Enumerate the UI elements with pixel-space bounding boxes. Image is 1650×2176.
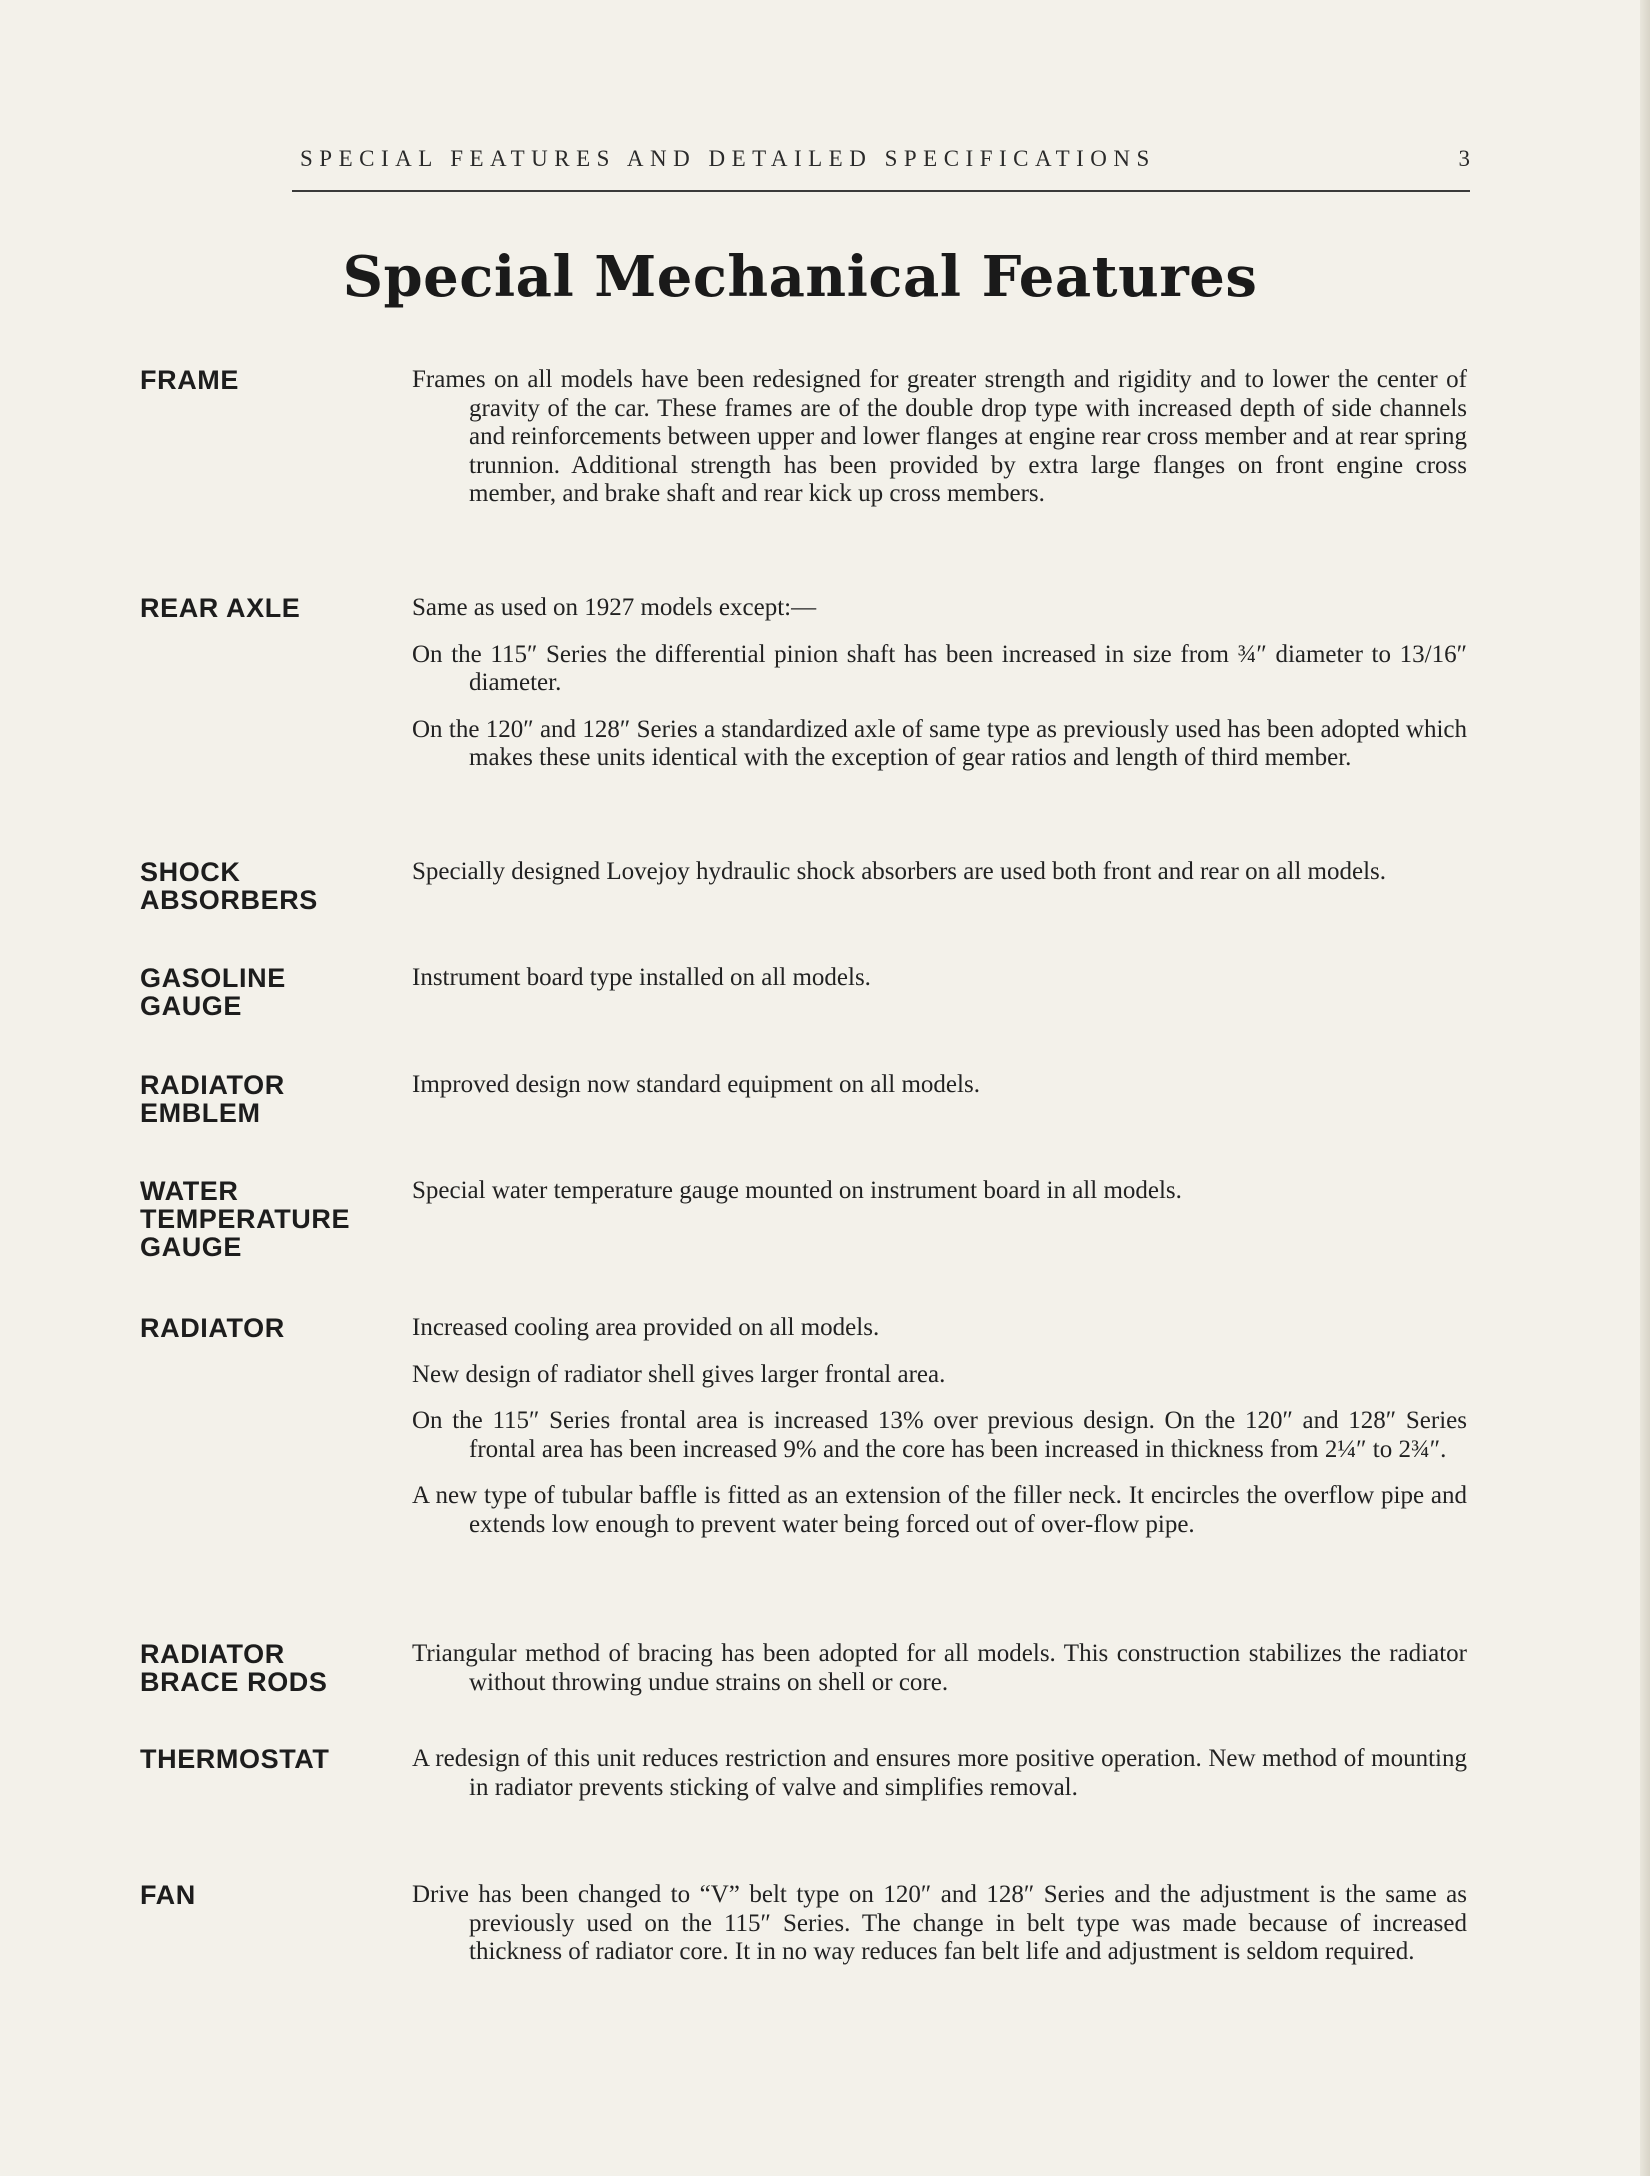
section-paragraph: Same as used on 1927 models except:—: [412, 594, 817, 621]
section-label-line: GAUGE: [140, 991, 243, 1021]
section-body: [412, 366, 1467, 509]
section-paragraph: A new type of tubular baffle is fitted as an extension of the filler neck. It encircles the overflow pipe and extends low enough to prevent water being forced out of over-flow pipe.: [412, 1482, 1467, 1538]
section-paragraph: On the 115″ Series frontal area is increased 13% over previous design. On the 120″ and 128″ Series frontal area has been increased 9% and the core has been increased in thickness from 2¼″ to 2¾″.: [412, 1407, 1467, 1463]
section-label-line: FAN: [140, 1880, 196, 1910]
section-label-line: REAR AXLE: [140, 593, 301, 623]
section-label: [140, 1640, 400, 1696]
section-label: [140, 964, 400, 1020]
section-label: [140, 1071, 400, 1127]
section-label: [140, 858, 400, 914]
section-label-line: RADIATOR: [140, 1313, 285, 1343]
section-label-line: TEMPERATURE: [140, 1204, 351, 1234]
section-paragraph: Instrument board type installed on all models.: [412, 964, 871, 991]
section-label-line: FRAME: [140, 365, 239, 395]
section-label-line: ABSORBERS: [140, 885, 318, 915]
section-paragraph: Improved design now standard equipment on all models.: [412, 1071, 980, 1098]
section-label: [140, 366, 400, 394]
section-label-line: RADIATOR: [140, 1639, 285, 1669]
section-label-line: GASOLINE: [140, 963, 286, 993]
section-paragraph: On the 115″ Series the differential pinion shaft has been increased in size from ¾″ diameter to 13/16″ diameter.: [412, 640, 1467, 696]
section-paragraph: On the 120″ and 128″ Series a standardized axle of same type as previously used has been adopted which makes these units identical with the exception of gear ratios and length of third member.: [412, 715, 1467, 771]
section-paragraph: Triangular method of bracing has been adopted for all models. This construction stabilizes the radiator without throwing undue strains on shell or core.: [412, 1640, 1467, 1696]
running-header: [292, 140, 1470, 192]
running-title: SPECIAL FEATURES AND DETAILED SPECIFICATIONS: [300, 146, 1156, 171]
section-body: [412, 1881, 1467, 1967]
section-paragraph: Frames on all models have been redesigned for greater strength and rigidity and to lower the center of gravity of the car. These frames are of the double drop type with increased depth of side channels and reinforcements between upper and lower flanges at engine rear cross member and at rear spring trunnion. Additional strength has been provided by extra large flanges on front engine cross member, and brake shaft and rear kick up cross members.: [412, 366, 1467, 507]
section-body: [412, 858, 1467, 887]
page-edge: [1640, 0, 1650, 2176]
section-label: [140, 1177, 400, 1261]
section-label: [140, 1881, 400, 1909]
section-label: [140, 1314, 400, 1342]
section-label-line: BRACE RODS: [140, 1667, 328, 1697]
section-label: [140, 1745, 400, 1773]
section-body: [412, 1314, 1467, 1539]
section-body: [412, 964, 1467, 993]
section-label-line: THERMOSTAT: [140, 1744, 330, 1774]
section-body: [412, 1745, 1467, 1802]
section-label-line: RADIATOR: [140, 1070, 285, 1100]
section-paragraph: Increased cooling area provided on all models.: [412, 1314, 880, 1341]
section-paragraph: Special water temperature gauge mounted on instrument board in all models.: [412, 1177, 1182, 1204]
section-label-line: GAUGE: [140, 1232, 243, 1262]
section-paragraph: Specially designed Lovejoy hydraulic shock absorbers are used both front and rear on all models.: [412, 858, 1387, 885]
page-number: 3: [1458, 146, 1470, 171]
page-title: Special Mechanical Features: [342, 244, 1258, 310]
section-body: [412, 1071, 1467, 1100]
section-paragraph: A redesign of this unit reduces restriction and ensures more positive operation. New method of mounting in radiator prevents sticking of valve and simplifies removal.: [412, 1745, 1467, 1801]
section-paragraph: New design of radiator shell gives larger frontal area.: [412, 1360, 946, 1388]
section-label-line: WATER: [140, 1176, 239, 1206]
section-label-line: EMBLEM: [140, 1098, 261, 1128]
section-body: [412, 1177, 1467, 1206]
section-body: [412, 594, 1467, 773]
section-body: [412, 1640, 1467, 1697]
section-label: [140, 594, 400, 622]
section-label-line: SHOCK: [140, 857, 241, 887]
section-paragraph: Drive has been changed to “V” belt type on 120″ and 128″ Series and the adjustment is the same as previously used on the 115″ Series. The change in belt type was made because of increased thickness of radiator core. It in no way reduces fan belt life and adjustment is seldom required.: [412, 1881, 1467, 1965]
